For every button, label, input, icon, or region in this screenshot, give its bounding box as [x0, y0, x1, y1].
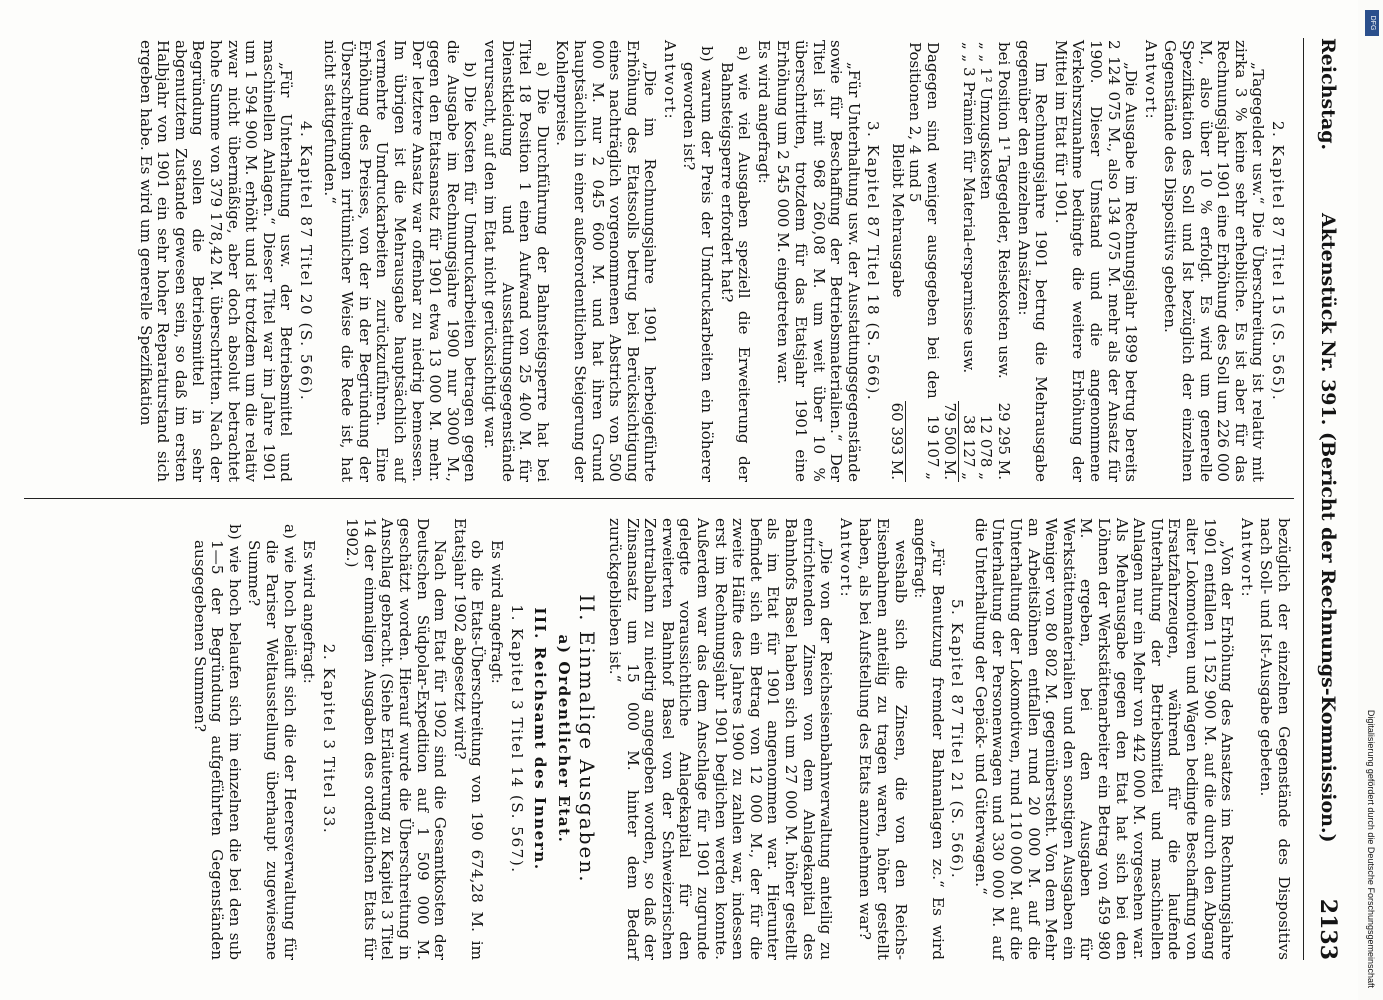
column-divider	[24, 498, 1294, 499]
section-3-heading: 3. Kapitel 87 Titel 18 (S. 566).	[864, 120, 883, 402]
paragraph: bezüglich der einzelnen Gegenstände des Dispositivs nach Soll- und Ist-Ausgabe gebeten.	[1257, 518, 1293, 960]
dfg-logo-text: DFG	[1369, 15, 1376, 31]
page-number: 2133	[1315, 898, 1341, 960]
section-title-reichsamt: III. Reichsamt des Innern.	[531, 607, 550, 871]
subsection-1-heading: 1. Kapitel 3 Titel 14 (S. 567).	[507, 604, 526, 874]
paragraph: a) Die Durchführung der Bahnsteigsperre hat bei Titel 18 Position 1 einen Aufwand von 25 400 M. für Dienstkleidung und Ausstattungsgegenstände verursacht, auf den im Etat nicht gerücksichtigt war.	[480, 40, 552, 482]
question-b: b) warum der Preis der Umdruckarbeiten ein höherer geworden ist?	[680, 46, 717, 482]
paragraph: Nach dem Etat für 1902 sind die Gesamtkosten der Deutschen Südpolar-Expedition auf 1 509 000 M. geschätzt worden. Hierauf wurde die Überschreitung in Anschlag gebracht. (Siehe Erläuterung zu Kapitel 3 Titel 14 der einmaligen Ausgaben des ordentlichen Etats für 1902.)	[343, 518, 450, 960]
subsection-ordentlicher-etat: a) Ordentlicher Etat.	[554, 634, 573, 844]
paragraph: „Tagegelder usw.“ Die Überschreitung ist relativ mit zirka 3 % keine sehr erhebliche. Es ist aber für das Rechnungsjahr 1901 eine Erhöhung des Soll um 226 000 M., also über 10 % erfolgt. Es wird um generelle Spezifikation des Soll und Ist bezüglich der einzelnen Gegenstände des Dispositivs gebeten.	[1161, 40, 1268, 482]
paragraph: „Für Unterhaltung usw. der Ausstattungsgegenstände sowie für Beschaffung der Betriebsmaterialien.“ Der Titel ist mit 968 260,08 M. um weit über 10 % überschritten, trotzdem für das Etatsjahr 1901 eine Erhöhung um 2 545 000 M. eingetreten war.	[774, 40, 863, 482]
answer-label: Antwort:	[1141, 40, 1160, 121]
answer-label: Antwort:	[1237, 518, 1256, 599]
table-row	[977, 40, 995, 482]
digitization-notice	[1362, 8, 1380, 988]
question: weshalb sich die Zinsen, die von den Reichs-Eisenbahnen anteilig zu tragen waren, höher gestellt haben, als bei Aufstellung des Etats anzunehmen war?	[856, 518, 910, 960]
header-title: Aktenstück Nr. 391. (Bericht der Rechnungs-Kommission.)	[1317, 213, 1339, 843]
header-reichstag: Reichstag.	[1317, 38, 1339, 151]
paragraph: „Die von der Reichseisenbahnverwaltung anteilig zu entrichtenden Zinsen von dem Anlagekapital des Bahnhofs Basel haben sich um 27 000 M. höher gestellt als im Etat für 1901 angenommen war. Hierunter befindet sich ein Betrag von 12 000 M., der für die zweite Hälfte des Jahres 1900 zu zahlen war, indessen erst im Rechnungsjahr 1901 beglichen werden konnte. Außerdem war das dem Anschlage für 1901 zugrunde gelegte voraussichtliche Anlagekapital für den erweiterten Bahnhof Basel von der Schweizerischen Zentralbahn zu niedrig angegeben worden, so daß der Zinsansatz um 15 000 M. hinter dem Bedarf zurückgeblieben ist.“	[606, 518, 836, 960]
table-cell-label: Dagegen sind weniger ausgegeben bei den Positionen 2, 4 und 5	[906, 42, 942, 399]
answer-label: Antwort:	[836, 518, 855, 599]
question-a: a) wie viel Ausgaben speziell die Erweiterung der Bahnsteigsperre erfordert hat?	[717, 46, 754, 482]
question-intro: Es wird angefragt:	[754, 40, 773, 184]
left-column	[134, 40, 1292, 482]
table-row	[959, 40, 977, 482]
paragraph: b) Die Kosten für Umdruckarbeiten betragen gegen die Ausgabe im Rechnungsjahre 1900 nur 3000 M., gegen den Etatsansatz für 1901 etwa 13 000 M. mehr. Der letztere Ansatz war offenbar zu niedrig bemessen. Im übrigen ist die Mehrausgabe hauptsächlich auf vermehrte Umdruckarbeiten zurückzuführen. Eine Erhöhung des Preises, von der in der Begründung der Überschreitungen irrtümlicher Weise die Rede ist, hat nicht stattgefunden.“	[320, 40, 480, 482]
right-column	[188, 518, 1292, 960]
paragraph: „Für Unterhaltung usw. der Betriebsmittel und maschinellen Anlagen.“ Dieser Titel war im Jahre 1901 um 1 594 900 M. erhöht und ist trotzdem um die relativ zwar nicht übermäßige, aber doch absolut betrachtet hohe Summe von 379 178,42 M. überschritten. Nach der Begründung sollen die Betriebsmittel in sehr abgenutztem Zustande gewesen sein, so daß im ersten Halbjahr von 1901 ein sehr hoher Reparaturstand sich ergeben habe. Es wird um generelle Spezifikation	[136, 40, 296, 482]
question-intro: Es wird angefragt:	[488, 540, 507, 684]
table-row	[887, 40, 905, 482]
section-title-einmalige-ausgaben: II. Einmalige Ausgaben.	[575, 594, 600, 884]
paragraph: Im Rechnungsjahre 1901 betrug die Mehrausgabe gegenüber den einzelnen Ansätzen:	[1014, 40, 1051, 482]
table-cell-label: Bleibt Mehrausgabe	[888, 143, 907, 298]
expense-table	[887, 40, 1012, 482]
subsection-2-heading: 2. Kapitel 3 Titel 33.	[319, 643, 338, 835]
table-cell-value: 29 295 M.	[995, 402, 1014, 480]
table-cell-value: 19 107 „	[906, 401, 941, 482]
paragraph: „Für Benutzung fremder Bahnanlagen zc.“ Es wird angefragt:	[911, 518, 947, 960]
question-b: b) wie hoch belaufen sich im einzelnen die bei den sub 1—5 der Begründung aufgeführten Gegenständen ausgegebenen Summen?	[190, 524, 244, 960]
table-cell-value: 12 078 „	[977, 414, 996, 480]
table-row	[906, 40, 941, 482]
table-row	[941, 40, 959, 482]
section-5-heading: 5. Kapitel 87 Titel 21 (S. 566).	[948, 598, 967, 880]
question: ob die Etats-Überschreitung von 190 674,28 M. im Etatsjahr 1902 abgesetzt wird?	[450, 518, 487, 960]
question-intro: Es wird angefragt:	[300, 540, 319, 684]
paragraph: „Die im Rechnungsjahre 1901 herbeigeführte Erhöhung des Etatssolls betrug bei Berücksichtigung eines nachträglich vorgenommenen Abstrichs von 500 000 M. nur 2 045 600 M. und hat ihren Grund hauptsächlich in einer außerordentlichen Steigerung der Kohlenpreise.	[553, 40, 660, 482]
section-4-heading: 4. Kapitel 87 Titel 20 (S. 566).	[297, 120, 316, 402]
table-row	[995, 40, 1013, 482]
section-2-heading: 2. Kapitel 87 Titel 15 (S. 565).	[1269, 120, 1287, 402]
question-a: a) wie hoch beläuft sich die der Heeresverwaltung für die Pariser Weltausstellung überhaupt zugewiesene Summe?	[245, 524, 299, 960]
table-cell-label: bei Position 1¹ Tagegelder, Reisekosten usw.	[995, 42, 1014, 379]
table-cell-label: „ „ 1² Umzugskosten	[977, 42, 996, 200]
table-result: 60 393 M.	[888, 402, 907, 480]
paragraph: „Die Ausgabe im Rechnungsjahr 1899 betrug bereits 2 124 075 M., also 134 075 M. mehr als der Ansatz für 1900. Dieser Umstand und die angenommene Verkehrszunahme bedingte die weitere Erhöhung der Mittel im Etat für 1901.	[1051, 40, 1141, 482]
table-cell-label: „ „ 3 Prämien für Material-ersparnisse usw.	[959, 42, 978, 374]
digitization-text: Digitalisierung gefördert durch die Deutsche Forschungsgemeinschaft	[1366, 709, 1376, 988]
header-rule	[1303, 38, 1304, 960]
table-total: 79 500 M.	[941, 402, 960, 480]
paragraph: „Von der Erhöhung des Ansatzes im Rechnungsjahre 1901 entfallen 1 152 900 M. auf die durch den Abgang alter Lokomotiven und Wagen bedingte Beschaffung von Ersatzfahrzeugen, während für die laufende Unterhaltung der Betriebsmittel und maschinellen Anlagen nur ein Mehr von 442 000 M. vorgesehen war. Als Mehrausgabe gegen den Etat hat sich bei den Löhnen der Werkstättenarbeiter ein Betrag von 459 980 M. ergeben, bei den Ausgaben für Werkstättenmaterialien und den sonstigen Ausgaben ein Weniger von 80 802 M. gegenübersteht. Von dem Mehr an Arbeitslöhnen entfallen rund 20 000 M. auf die Unterhaltung der Lokomotiven, rund 110 000 M. auf die Unterhaltung der Personenwagen und 330 000 M. auf die Unterhaltung der Gepäck- und Güterwagen.“	[971, 518, 1237, 960]
dfg-logo	[1365, 10, 1379, 36]
table-cell-value: 38 127 „	[959, 401, 977, 482]
answer-label: Antwort:	[660, 40, 679, 121]
page-header	[1310, 38, 1346, 960]
